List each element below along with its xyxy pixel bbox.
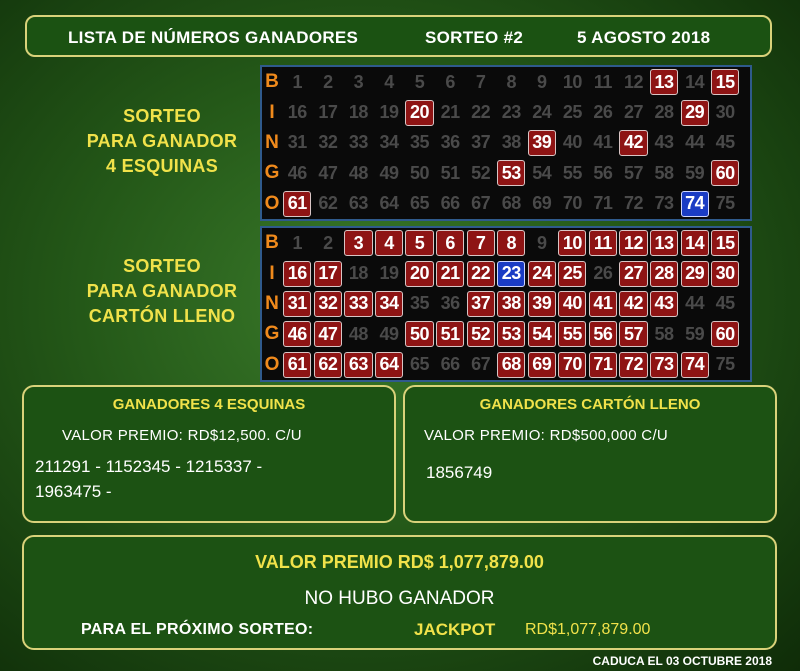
number-cell: 41 (589, 291, 617, 317)
board1-label-line: 4 ESQUINAS (105, 156, 219, 176)
header-draw-number: SORTEO #2 (425, 28, 524, 47)
number-cell: 5 (414, 71, 425, 92)
panel-prize: VALOR PREMIO: RD$12,500. C/U (62, 427, 302, 444)
board1-label-line: PARA GANADOR (86, 131, 238, 151)
number-cell: 24 (532, 102, 552, 123)
number-cell: 27 (623, 102, 643, 123)
number-cell: 54 (528, 321, 556, 347)
board2-label (86, 254, 238, 329)
number-cell: 17 (314, 261, 342, 287)
number-cell: 7 (467, 230, 495, 256)
header-title: LISTA DE NÚMEROS GANADORES (68, 28, 359, 47)
number-cell: 11 (593, 71, 612, 92)
number-cell: 45 (715, 132, 735, 153)
number-cell: 74 (681, 191, 709, 217)
number-cell: 8 (497, 230, 525, 256)
number-cell: 54 (532, 162, 552, 183)
number-cell: 8 (506, 71, 516, 92)
number-cell: 53 (497, 321, 525, 347)
number-cell: 52 (471, 162, 491, 183)
jackpot-panel (22, 535, 777, 650)
board2-label-line: CARTÓN LLENO (88, 306, 236, 326)
number-cell: 33 (348, 132, 368, 153)
number-cell: 9 (537, 71, 547, 92)
number-cell: 68 (501, 193, 521, 214)
number-cell: 44 (685, 293, 705, 314)
number-cell: 29 (681, 100, 709, 126)
board1-label (86, 104, 238, 179)
board-row (262, 289, 750, 319)
board2-label-line: SORTEO (123, 256, 201, 276)
panel-title: GANADORES CARTÓN LLENO (479, 396, 701, 413)
number-cell: 57 (623, 162, 643, 183)
number-cell: 38 (501, 132, 521, 153)
number-cell: 62 (318, 193, 338, 214)
number-cell: 60 (711, 321, 739, 347)
number-cell: 40 (562, 132, 582, 153)
number-cell: 51 (436, 321, 464, 347)
number-cell: 59 (685, 323, 705, 344)
board-row-letter: O (264, 192, 280, 214)
number-cell: 47 (314, 321, 342, 347)
number-cell: 13 (650, 69, 678, 95)
board1-label-line: SORTEO (123, 106, 201, 126)
number-cell: 12 (623, 71, 643, 92)
number-cell: 26 (593, 263, 613, 284)
board-row-letter: B (265, 232, 279, 254)
panel-prize: VALOR PREMIO: RD$500,000 C/U (424, 427, 669, 444)
jackpot-label: JACKPOT (414, 620, 496, 639)
board-row-letter: N (265, 131, 279, 153)
number-cell: 17 (318, 102, 338, 123)
number-cell: 70 (558, 352, 586, 378)
total-prize: VALOR PREMIO RD$ 1,077,879.00 (255, 552, 544, 572)
number-cell: 43 (650, 291, 678, 317)
number-cell: 16 (287, 102, 307, 123)
number-cell: 40 (558, 291, 586, 317)
number-cell: 65 (410, 193, 430, 214)
number-cell: 64 (375, 352, 403, 378)
winner-list (35, 454, 394, 504)
number-cell: 29 (681, 261, 709, 287)
number-cell: 34 (375, 291, 403, 317)
number-cell: 20 (405, 261, 433, 287)
expiry-date: CADUCA EL 03 OCTUBRE 2018 (592, 654, 772, 668)
number-cell: 4 (384, 71, 394, 92)
header-date: 5 AGOSTO 2018 (577, 28, 711, 47)
winner-line: 211291 - 1152345 - 1215337 - (35, 457, 263, 476)
number-cell: 71 (593, 193, 613, 214)
number-cell: 52 (467, 321, 495, 347)
panel-full-card-winners (403, 385, 777, 523)
number-cell: 56 (593, 162, 613, 183)
number-cell: 28 (650, 261, 678, 287)
panel-four-corners-winners (22, 385, 396, 523)
number-cell: 25 (562, 102, 582, 123)
number-cell: 73 (650, 352, 678, 378)
number-cell: 58 (654, 162, 674, 183)
board-row (262, 67, 750, 97)
number-cell: 42 (619, 130, 647, 156)
number-cell: 71 (589, 352, 617, 378)
board-row (262, 189, 750, 219)
number-cell: 63 (348, 193, 368, 214)
board-row (262, 258, 750, 288)
board-row-letter: G (264, 323, 280, 345)
number-cell: 21 (436, 261, 464, 287)
number-cell: 22 (471, 102, 491, 123)
number-cell: 34 (379, 132, 399, 153)
number-cell: 2 (323, 232, 333, 253)
number-cell: 50 (410, 162, 430, 183)
board-row (262, 228, 750, 258)
number-cell: 75 (715, 354, 735, 375)
number-cell: 5 (405, 230, 433, 256)
number-cell: 36 (440, 132, 460, 153)
header-bar (25, 15, 772, 57)
next-draw-label: PARA EL PRÓXIMO SORTEO: (81, 621, 314, 638)
number-cell: 1 (292, 71, 303, 92)
number-cell: 9 (537, 232, 547, 253)
number-cell: 51 (440, 162, 460, 183)
number-cell: 31 (283, 291, 311, 317)
number-cell: 6 (436, 230, 464, 256)
number-cell: 47 (318, 162, 338, 183)
number-cell: 20 (405, 100, 433, 126)
no-winner-text: NO HUBO GANADOR (304, 588, 495, 609)
number-cell: 10 (558, 230, 586, 256)
number-cell: 10 (562, 71, 582, 92)
number-cell: 1 (292, 232, 303, 253)
number-cell: 46 (283, 321, 311, 347)
board-row (262, 158, 750, 188)
number-cell: 18 (348, 263, 368, 284)
number-cell: 19 (379, 263, 399, 284)
number-cell: 30 (715, 102, 735, 123)
number-cell: 37 (471, 132, 491, 153)
number-cell: 23 (501, 102, 521, 123)
winner-line: 1856749 (426, 463, 493, 482)
number-cell: 72 (619, 352, 647, 378)
board-row-letter: G (264, 162, 280, 184)
number-cell: 2 (323, 71, 333, 92)
number-cell: 67 (471, 354, 491, 375)
number-cell: 13 (650, 230, 678, 256)
number-cell: 15 (711, 69, 739, 95)
number-cell: 44 (685, 132, 705, 153)
panel-title: GANADORES 4 ESQUINAS (112, 396, 306, 413)
number-cell: 6 (445, 71, 455, 92)
number-cell: 49 (379, 162, 399, 183)
number-cell: 15 (711, 230, 739, 256)
number-cell: 27 (619, 261, 647, 287)
board-row-letter: I (269, 262, 275, 284)
number-cell: 32 (318, 132, 338, 153)
number-cell: 72 (623, 193, 643, 214)
number-cell: 24 (528, 261, 556, 287)
number-cell: 50 (405, 321, 433, 347)
number-cell: 46 (287, 162, 307, 183)
number-cell: 67 (471, 193, 491, 214)
number-cell: 18 (348, 102, 368, 123)
number-cell: 59 (685, 162, 705, 183)
number-cell: 69 (532, 193, 552, 214)
number-cell: 73 (654, 193, 674, 214)
number-cell: 62 (314, 352, 342, 378)
number-cell: 66 (440, 354, 460, 375)
number-cell: 41 (593, 132, 613, 153)
board-row-letter: B (265, 71, 279, 93)
number-cell: 12 (619, 230, 647, 256)
number-cell: 61 (283, 352, 311, 378)
number-cell: 74 (681, 352, 709, 378)
number-cell: 48 (348, 323, 368, 344)
number-cell: 66 (440, 193, 460, 214)
number-cell: 35 (410, 293, 430, 314)
board2-label-line: PARA GANADOR (86, 281, 238, 301)
board-row-letter: O (264, 353, 280, 375)
number-cell: 19 (379, 102, 399, 123)
number-cell: 55 (558, 321, 586, 347)
board-full-card (260, 226, 752, 382)
number-cell: 22 (467, 261, 495, 287)
number-cell: 35 (410, 132, 430, 153)
number-cell: 33 (344, 291, 372, 317)
number-cell: 75 (715, 193, 735, 214)
number-cell: 37 (467, 291, 495, 317)
board-row (262, 319, 750, 349)
number-cell: 3 (344, 230, 372, 256)
number-cell: 58 (654, 323, 674, 344)
number-cell: 45 (715, 293, 735, 314)
number-cell: 38 (497, 291, 525, 317)
board-row (262, 97, 750, 127)
board-row-letter: I (269, 101, 275, 123)
number-cell: 55 (562, 162, 582, 183)
board-row-letter: N (265, 292, 279, 314)
number-cell: 11 (589, 230, 617, 256)
number-cell: 64 (379, 193, 399, 214)
number-cell: 65 (410, 354, 430, 375)
board-row (262, 350, 750, 380)
number-cell: 14 (685, 71, 705, 92)
number-cell: 43 (654, 132, 674, 153)
number-cell: 39 (528, 291, 556, 317)
number-cell: 49 (379, 323, 399, 344)
number-cell: 61 (283, 191, 311, 217)
number-cell: 63 (344, 352, 372, 378)
number-cell: 25 (558, 261, 586, 287)
board-four-corners (260, 65, 752, 221)
number-cell: 3 (353, 71, 364, 92)
number-cell: 48 (348, 162, 368, 183)
number-cell: 36 (440, 293, 460, 314)
number-cell: 16 (283, 261, 311, 287)
number-cell: 14 (681, 230, 709, 256)
number-cell: 69 (528, 352, 556, 378)
number-cell: 42 (619, 291, 647, 317)
number-cell: 30 (711, 261, 739, 287)
board-row (262, 128, 750, 158)
number-cell: 68 (497, 352, 525, 378)
number-cell: 28 (654, 102, 674, 123)
number-cell: 31 (287, 132, 307, 153)
number-cell: 57 (619, 321, 647, 347)
number-cell: 32 (314, 291, 342, 317)
jackpot-value: RD$1,077,879.00 (525, 621, 651, 638)
number-cell: 26 (593, 102, 613, 123)
number-cell: 60 (711, 160, 739, 186)
number-cell: 70 (562, 193, 582, 214)
number-cell: 53 (497, 160, 525, 186)
number-cell: 21 (440, 102, 460, 123)
number-cell: 56 (589, 321, 617, 347)
number-cell: 23 (497, 261, 525, 287)
number-cell: 7 (475, 71, 486, 92)
number-cell: 4 (375, 230, 403, 256)
number-cell: 39 (528, 130, 556, 156)
winner-line: 1963475 - (35, 482, 112, 501)
winner-list (426, 460, 775, 485)
